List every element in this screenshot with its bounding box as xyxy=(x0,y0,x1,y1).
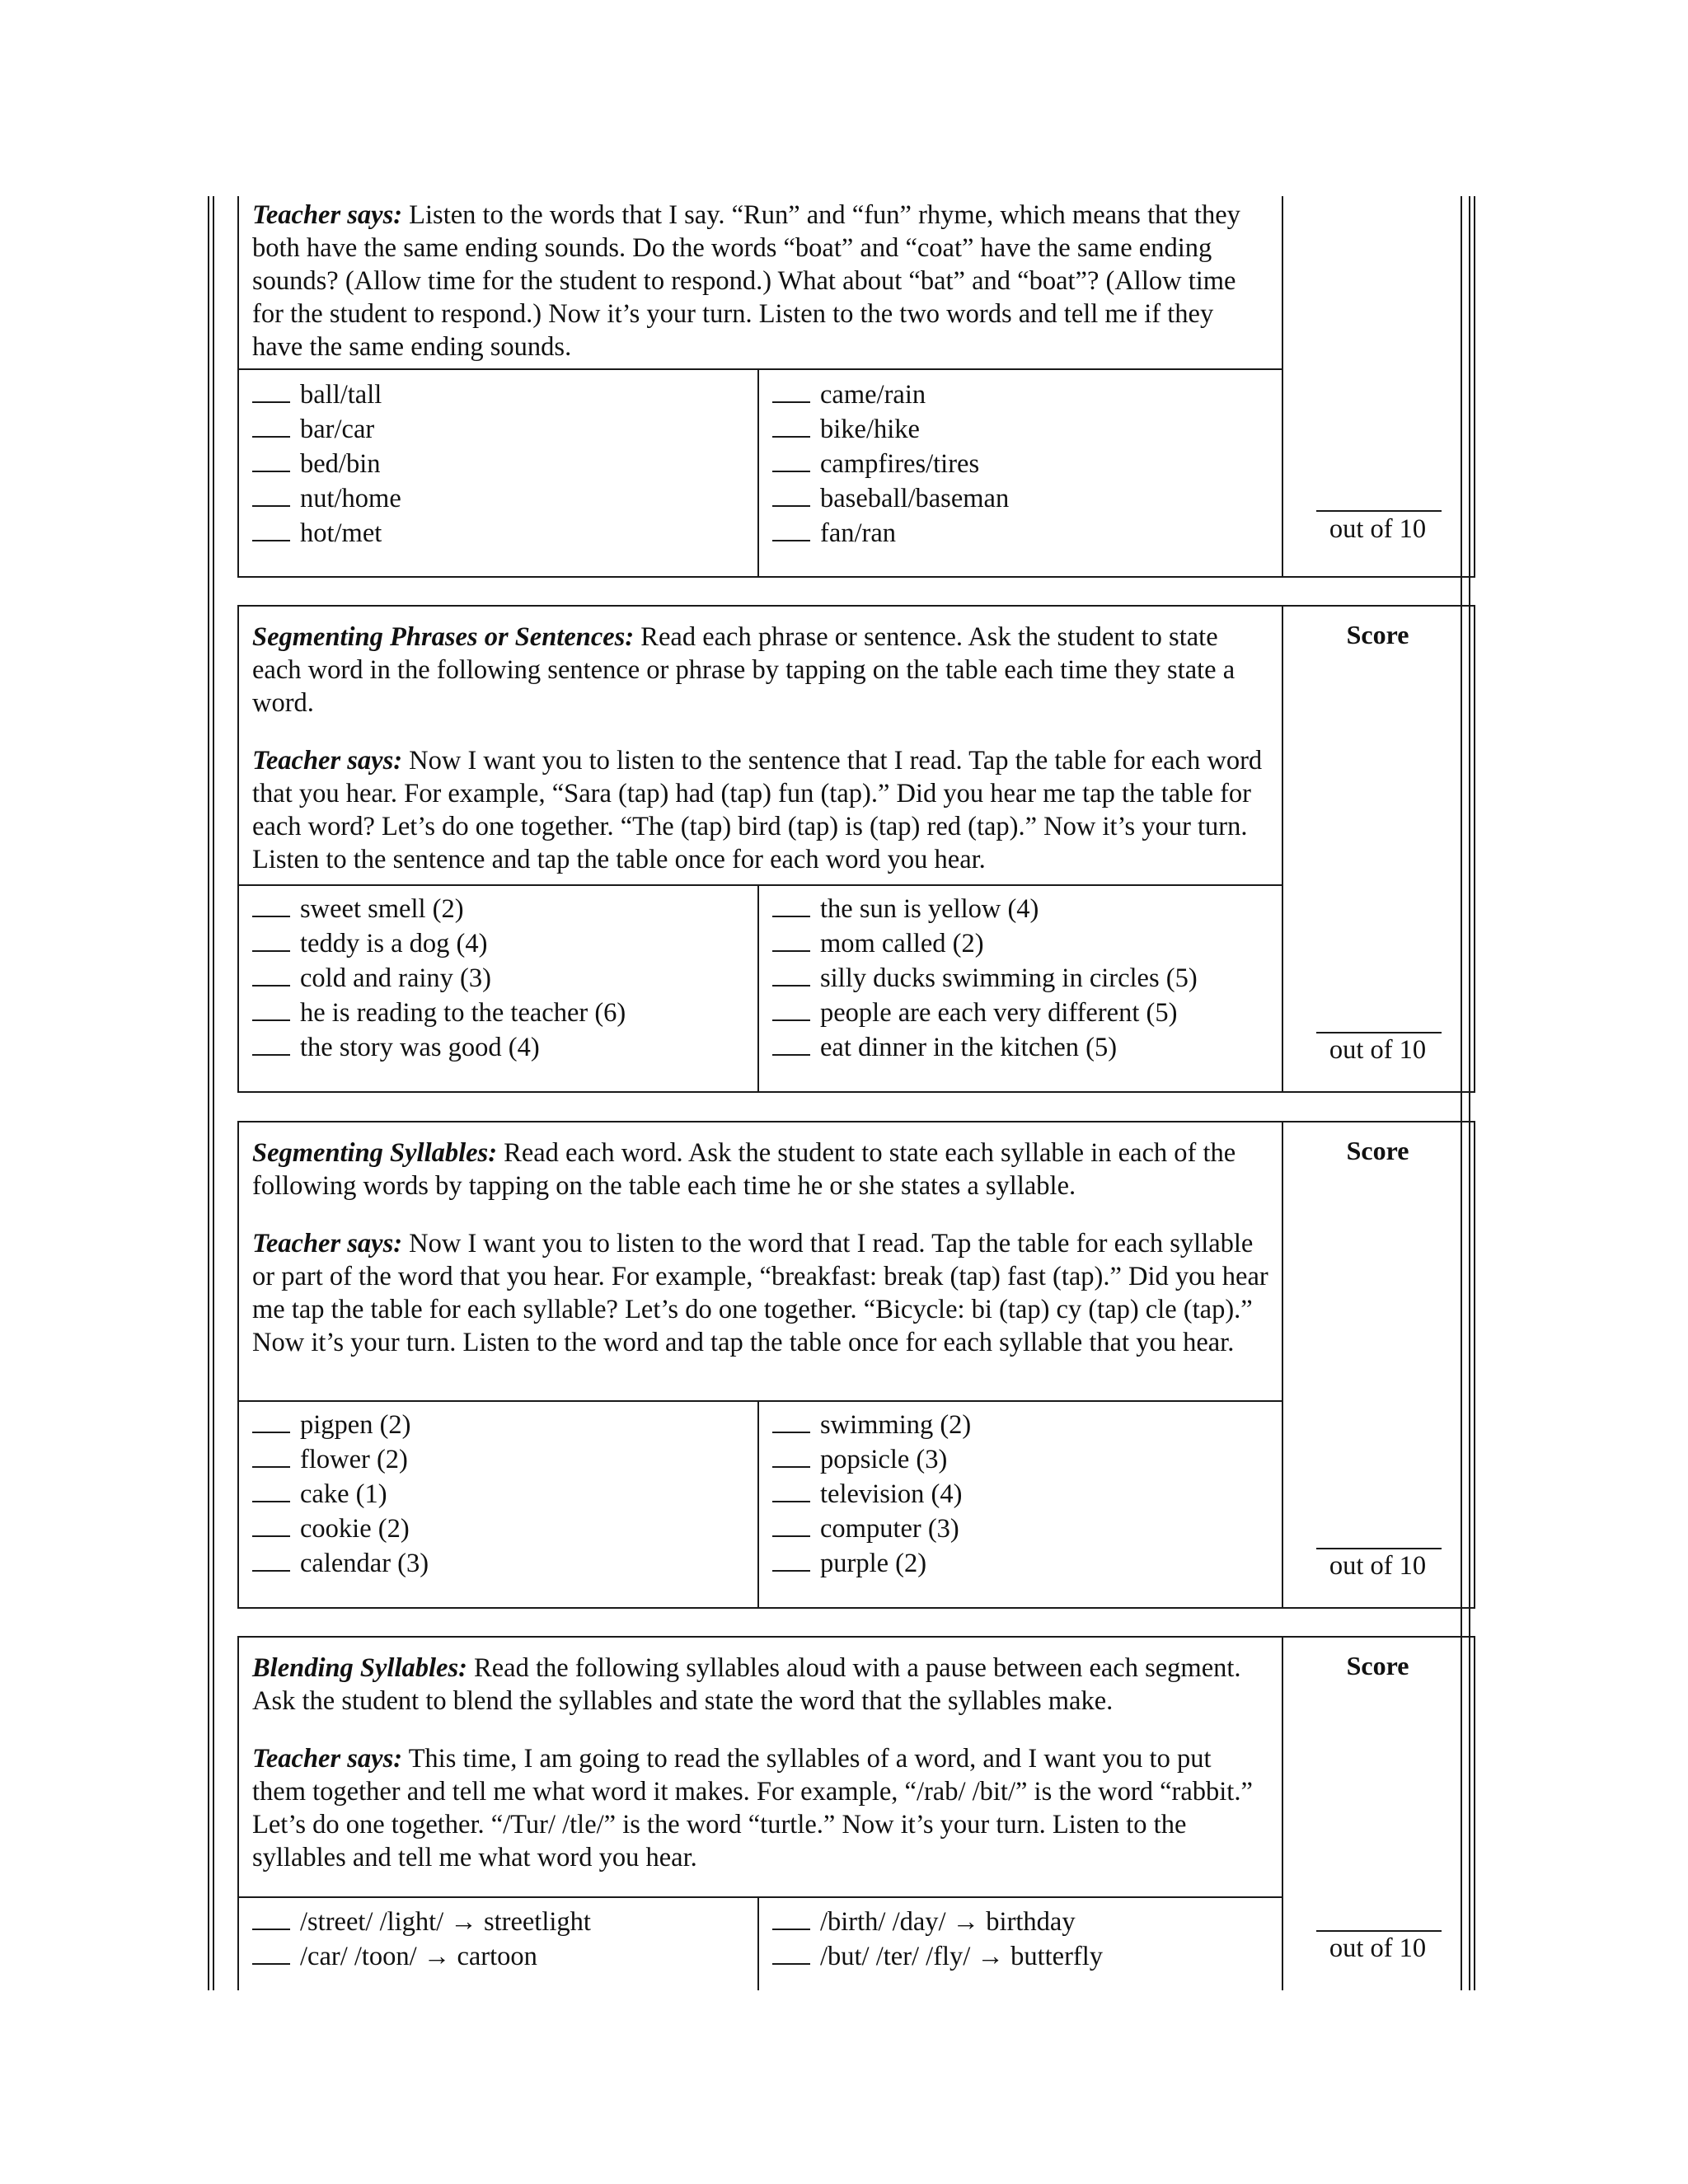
instruction-paragraph xyxy=(252,621,1270,719)
item-text: /birth/ /day/ → birthday xyxy=(820,1907,1076,1937)
answer-blank[interactable] xyxy=(252,446,290,472)
list-item xyxy=(252,960,757,995)
answer-blank[interactable] xyxy=(252,960,290,987)
score-blank[interactable] xyxy=(1316,1032,1442,1033)
list-item xyxy=(252,1904,757,1938)
answer-blank[interactable] xyxy=(252,1476,290,1502)
paragraph-lead: Teacher says: xyxy=(252,1229,403,1258)
list-item xyxy=(772,377,1282,411)
item-text: campfires/tires xyxy=(820,449,980,479)
item-text: bar/car xyxy=(300,415,375,444)
answer-blank[interactable] xyxy=(772,1407,810,1433)
answer-blank[interactable] xyxy=(252,411,290,438)
answer-blank[interactable] xyxy=(772,411,810,438)
item-text: swimming (2) xyxy=(820,1410,972,1440)
list-item xyxy=(252,1511,757,1545)
item-text: popsicle (3) xyxy=(820,1445,948,1474)
score-column xyxy=(1282,196,1474,576)
list-item xyxy=(252,995,757,1029)
item-text: bed/bin xyxy=(300,449,381,479)
item-text: people are each very different (5) xyxy=(820,998,1178,1028)
answer-blank[interactable] xyxy=(772,995,810,1021)
list-item xyxy=(772,926,1282,960)
score-out-of: out of 10 xyxy=(1329,1933,1427,1963)
answer-blank[interactable] xyxy=(772,515,810,541)
answer-blank[interactable] xyxy=(252,377,290,403)
list-item xyxy=(772,1476,1282,1511)
answer-blank[interactable] xyxy=(772,1029,810,1056)
answer-blank[interactable] xyxy=(772,1476,810,1502)
item-text: ball/tall xyxy=(300,380,382,410)
left-item-column xyxy=(239,370,759,576)
score-blank[interactable] xyxy=(1316,1548,1442,1549)
answer-blank[interactable] xyxy=(252,995,290,1021)
paragraph-text: Read the following syllables aloud with a pause between each segment. Ask the student to blend the syllables and state the word that the syllables make. xyxy=(252,1653,1241,1716)
item-grid xyxy=(239,1896,1282,1990)
answer-blank[interactable] xyxy=(772,1441,810,1468)
score-heading: Score xyxy=(1346,1136,1409,1165)
paragraph-text: Listen to the words that I say. “Run” and “fun” rhyme, which means that they both have the same ending sounds. Do the words “boat” and “coat” have the same ending sounds? (Allow time for the student to respond.) What about “bat” and “boat”? (Allow time for the student to respond.) Now it’s your turn. Listen to the two words and tell me if they have the same ending sounds. xyxy=(252,200,1240,362)
item-grid xyxy=(239,1400,1282,1607)
answer-blank[interactable] xyxy=(252,515,290,541)
paragraph-text: This time, I am going to read the syllables of a word, and I want you to put them together and tell me what word it makes. For example, “/rab/ /bit/” is the word “rabbit.” Let’s do one together. “/Tur/ /tle/” is the word “turtle.” Now it’s your turn. Listen to the syllables and tell me what word you hear. xyxy=(252,1744,1253,1872)
score-column xyxy=(1282,1638,1474,1990)
item-text: hot/met xyxy=(300,518,382,548)
answer-blank[interactable] xyxy=(772,960,810,987)
item-text: cold and rainy (3) xyxy=(300,963,491,993)
answer-blank[interactable] xyxy=(252,1511,290,1537)
teacher-says-paragraph xyxy=(252,1227,1270,1359)
item-text: calendar (3) xyxy=(300,1549,429,1578)
page-border-left-inner xyxy=(213,196,214,1990)
item-text: silly ducks swimming in circles (5) xyxy=(820,963,1198,993)
paragraph-text: Read each phrase or sentence. Ask the student to state each word in the following sentence or phrase by tapping on the table each time they state a word. xyxy=(252,622,1236,718)
item-text: came/rain xyxy=(820,380,926,410)
right-item-column xyxy=(759,1898,1282,1990)
list-item xyxy=(252,1938,757,1973)
answer-blank[interactable] xyxy=(252,1407,290,1433)
section-instructions xyxy=(239,1652,1282,1874)
item-text: /car/ /toon/ → cartoon xyxy=(300,1942,537,1971)
instruction-paragraph xyxy=(252,1137,1270,1202)
item-text: teddy is a dog (4) xyxy=(300,929,488,958)
section-instructions xyxy=(239,1137,1282,1359)
list-item xyxy=(772,1029,1282,1064)
segmenting-syllables-table xyxy=(237,1121,1475,1609)
paragraph-text: Read each word. Ask the student to state each syllable in each of the following words by tapping on the table each time he or she states a syllable. xyxy=(252,1138,1236,1201)
list-item xyxy=(252,1441,757,1476)
item-text: television (4) xyxy=(820,1479,963,1509)
answer-blank[interactable] xyxy=(252,1904,290,1930)
item-text: sweet smell (2) xyxy=(300,894,464,924)
score-blank[interactable] xyxy=(1316,1930,1442,1932)
answer-blank[interactable] xyxy=(252,891,290,917)
list-item xyxy=(252,891,757,926)
paragraph-lead: Teacher says: xyxy=(252,746,403,776)
right-item-column xyxy=(759,886,1282,1091)
list-item xyxy=(252,480,757,515)
right-item-column xyxy=(759,370,1282,576)
answer-blank[interactable] xyxy=(252,1545,290,1572)
item-text: bike/hike xyxy=(820,415,920,444)
item-text: the story was good (4) xyxy=(300,1033,540,1062)
teacher-says-paragraph xyxy=(252,1742,1270,1874)
left-item-column xyxy=(239,1898,759,1990)
section-main xyxy=(239,1638,1283,1990)
left-item-column xyxy=(239,886,759,1091)
list-item xyxy=(252,411,757,446)
section-instructions xyxy=(239,621,1282,876)
rhyme-section-table xyxy=(237,196,1475,578)
section-main xyxy=(239,196,1283,576)
list-item xyxy=(252,1545,757,1580)
item-text: /street/ /light/ → streetlight xyxy=(300,1907,591,1937)
score-column xyxy=(1282,607,1474,1091)
list-item xyxy=(252,1407,757,1441)
item-text: flower (2) xyxy=(300,1445,408,1474)
section-instructions xyxy=(239,199,1282,363)
segmenting-phrases-table xyxy=(237,605,1475,1093)
answer-blank[interactable] xyxy=(772,480,810,507)
item-text: baseball/baseman xyxy=(820,484,1010,513)
score-out-of: out of 10 xyxy=(1329,1035,1427,1065)
answer-blank[interactable] xyxy=(772,1545,810,1572)
answer-blank[interactable] xyxy=(772,926,810,952)
score-heading: Score xyxy=(1346,1651,1409,1680)
item-text: pigpen (2) xyxy=(300,1410,411,1440)
answer-blank[interactable] xyxy=(772,446,810,472)
list-item xyxy=(772,446,1282,480)
answer-blank[interactable] xyxy=(252,926,290,952)
list-item xyxy=(252,446,757,480)
answer-blank[interactable] xyxy=(772,1904,810,1930)
item-text: he is reading to the teacher (6) xyxy=(300,998,626,1028)
list-item xyxy=(772,1441,1282,1476)
answer-blank[interactable] xyxy=(772,1938,810,1965)
answer-blank[interactable] xyxy=(252,480,290,507)
paragraph-lead: Blending Syllables: xyxy=(252,1653,467,1683)
list-item xyxy=(252,377,757,411)
item-text: the sun is yellow (4) xyxy=(820,894,1039,924)
list-item xyxy=(772,480,1282,515)
paragraph-lead: Segmenting Phrases or Sentences: xyxy=(252,622,635,652)
item-grid xyxy=(239,884,1282,1091)
answer-blank[interactable] xyxy=(252,1938,290,1965)
paragraph-lead: Teacher says: xyxy=(252,200,403,230)
list-item xyxy=(772,515,1282,550)
list-item xyxy=(772,1407,1282,1441)
item-grid xyxy=(239,368,1282,576)
list-item xyxy=(772,411,1282,446)
answer-blank[interactable] xyxy=(772,891,810,917)
paragraph-lead: Segmenting Syllables: xyxy=(252,1138,498,1168)
list-item xyxy=(252,926,757,960)
answer-blank[interactable] xyxy=(252,1441,290,1468)
score-heading: Score xyxy=(1346,620,1409,649)
item-text: purple (2) xyxy=(820,1549,927,1578)
left-item-column xyxy=(239,1402,759,1607)
score-out-of: out of 10 xyxy=(1329,1551,1427,1581)
item-text: nut/home xyxy=(300,484,401,513)
item-text: computer (3) xyxy=(820,1514,959,1544)
list-item xyxy=(772,1511,1282,1545)
list-item xyxy=(772,995,1282,1029)
list-item xyxy=(772,960,1282,995)
teacher-says-paragraph xyxy=(252,744,1270,876)
score-out-of: out of 10 xyxy=(1329,514,1427,544)
item-text: /but/ /ter/ /fly/ → butterfly xyxy=(820,1942,1103,1971)
item-text: eat dinner in the kitchen (5) xyxy=(820,1033,1118,1062)
page-border-left-outer xyxy=(208,196,209,1990)
item-text: mom called (2) xyxy=(820,929,984,958)
item-text: cake (1) xyxy=(300,1479,387,1509)
score-blank[interactable] xyxy=(1316,510,1442,512)
item-text: cookie (2) xyxy=(300,1514,410,1544)
section-main xyxy=(239,1122,1283,1607)
list-item xyxy=(772,1938,1282,1973)
paragraph-text: Now I want you to listen to the word that I read. Tap the table for each syllable or part of the word that you hear. For example, “breakfast: break (tap) fast (tap).” Did you hear me tap the table for each syllable? Let’s do one together. “Bicycle: bi (tap) cy (tap) cle (tap).” Now it’s your turn. Listen to the word and tap the table once for each syllable that you hear. xyxy=(252,1229,1268,1357)
instruction-paragraph xyxy=(252,1652,1270,1718)
right-item-column xyxy=(759,1402,1282,1607)
score-column xyxy=(1282,1122,1474,1607)
list-item xyxy=(252,515,757,550)
list-item xyxy=(772,891,1282,926)
paragraph-text: Now I want you to listen to the sentence that I read. Tap the table for each word that you hear. For example, “Sara (tap) had (tap) fun (tap).” Did you hear me tap the table for each word? Let’s do one together. “The (tap) bird (tap) is (tap) red (tap).” Now it’s your turn. Listen to the sentence and tap the table once for each word you hear. xyxy=(252,746,1263,874)
teacher-says-paragraph xyxy=(252,199,1270,363)
list-item xyxy=(252,1029,757,1064)
section-main xyxy=(239,607,1283,1091)
item-text: fan/ran xyxy=(820,518,897,548)
answer-blank[interactable] xyxy=(772,1511,810,1537)
list-item xyxy=(772,1545,1282,1580)
paragraph-lead: Teacher says: xyxy=(252,1744,403,1774)
blending-syllables-table xyxy=(237,1636,1475,1990)
list-item xyxy=(772,1904,1282,1938)
answer-blank[interactable] xyxy=(772,377,810,403)
list-item xyxy=(252,1476,757,1511)
answer-blank[interactable] xyxy=(252,1029,290,1056)
